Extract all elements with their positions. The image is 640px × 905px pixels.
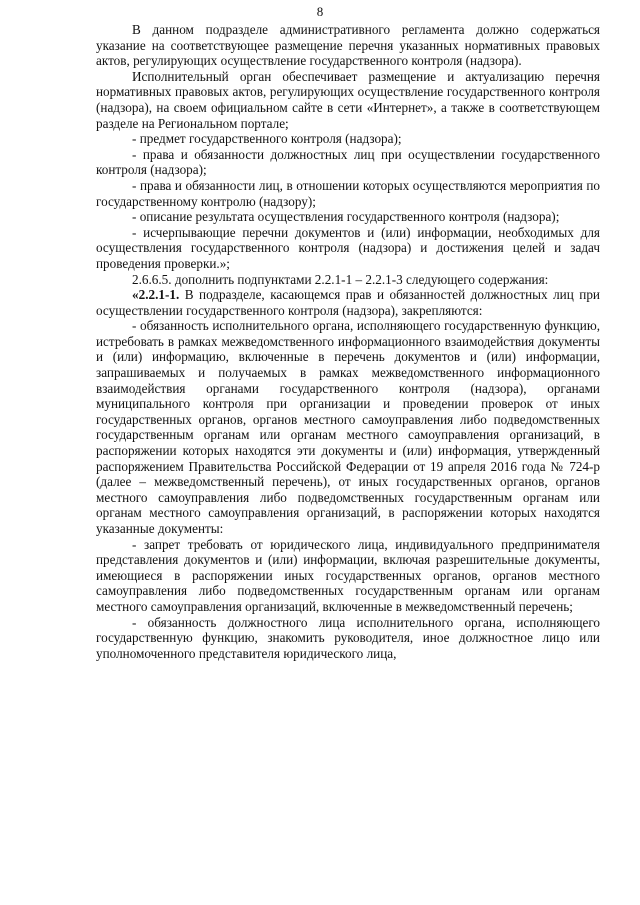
- page-number: 8: [316, 4, 324, 19]
- paragraph: В данном подразделе административного регламента должно содержаться указание на соответствующее размещение перечня указанных нормативных правовых актов, регулирующих осуществление государственного контроля (надзора).: [96, 22, 600, 69]
- paragraph: 2.6.6.5. дополнить подпунктами 2.2.1-1 – 2.2.1-3 следующего содержания:: [132, 271, 549, 287]
- list-item: - исчерпывающие перечни документов и (или) информации, необходимых для осуществления государственного контроля (надзора) и достижения целей и задач проведения проверки.»;: [96, 224, 600, 271]
- list-item: - обязанность должностного лица исполнительного органа, исполняющего государственную функцию, знакомить руководителя, иное должностное лицо или уполномоченного представителя юридического лица,: [96, 614, 600, 661]
- document-body: [96, 22, 600, 661]
- list-item: - запрет требовать от юридического лица, индивидуального предпринимателя представления документов и (или) информации, включая разрешительные документы, имеющиеся в распоряжении иных государственных органов, органов местного самоуправления либо подведомственных государственным органам или органам местного самоуправления организаций, включенные в межведомственный перечень;: [96, 536, 600, 614]
- section-text: В подразделе, касающемся прав и обязанностей должностных лиц при осуществлении государственного контроля (надзора), закрепляются:: [96, 287, 600, 318]
- list-item: - предмет государственного контроля (надзора);: [132, 131, 402, 147]
- section-paragraph: [96, 287, 600, 318]
- list-item: - права и обязанности должностных лиц при осуществлении государственного контроля (надзора);: [96, 146, 600, 178]
- section-number: «2.2.1-1.: [132, 287, 180, 303]
- paragraph: Исполнительный орган обеспечивает размещение и актуализацию перечня нормативных правовых актов, регулирующих осуществление государственного контроля (надзора), на своем официальном сайте в сети «Интернет», а также в соответствующем разделе на Региональном портале;: [96, 68, 600, 131]
- list-item: - обязанность исполнительного органа, исполняющего государственную функцию, истребовать в рамках межведомственного информационного взаимодействия документы и (или) информацию, включенные в перечень документов и (или) информации, запрашиваемых и получаемых в рамках межведомственного информационного взаимодействия органами государственного контроля (надзора), органами муниципального контроля при организации и проведении проверок от иных государственных органов, органов местного самоуправления либо подведомственных государственным органам или органам местного самоуправления организаций, в распоряжении которых находятся эти документы и (или) информация, утвержденный распоряжением Правительства Российской Федерации от 19 апреля 2016 года № 724-р (далее – межведомственный перечень), от иных государственных органов, органов местного самоуправления либо подведомственных государственным органам или органам местного самоуправления организаций, в распоряжении которых находятся указанные документы:: [96, 318, 600, 536]
- list-item: - описание результата осуществления государственного контроля (надзора);: [132, 209, 560, 225]
- list-item: - права и обязанности лиц, в отношении которых осуществляются мероприятия по государственному контролю (надзору);: [96, 177, 600, 209]
